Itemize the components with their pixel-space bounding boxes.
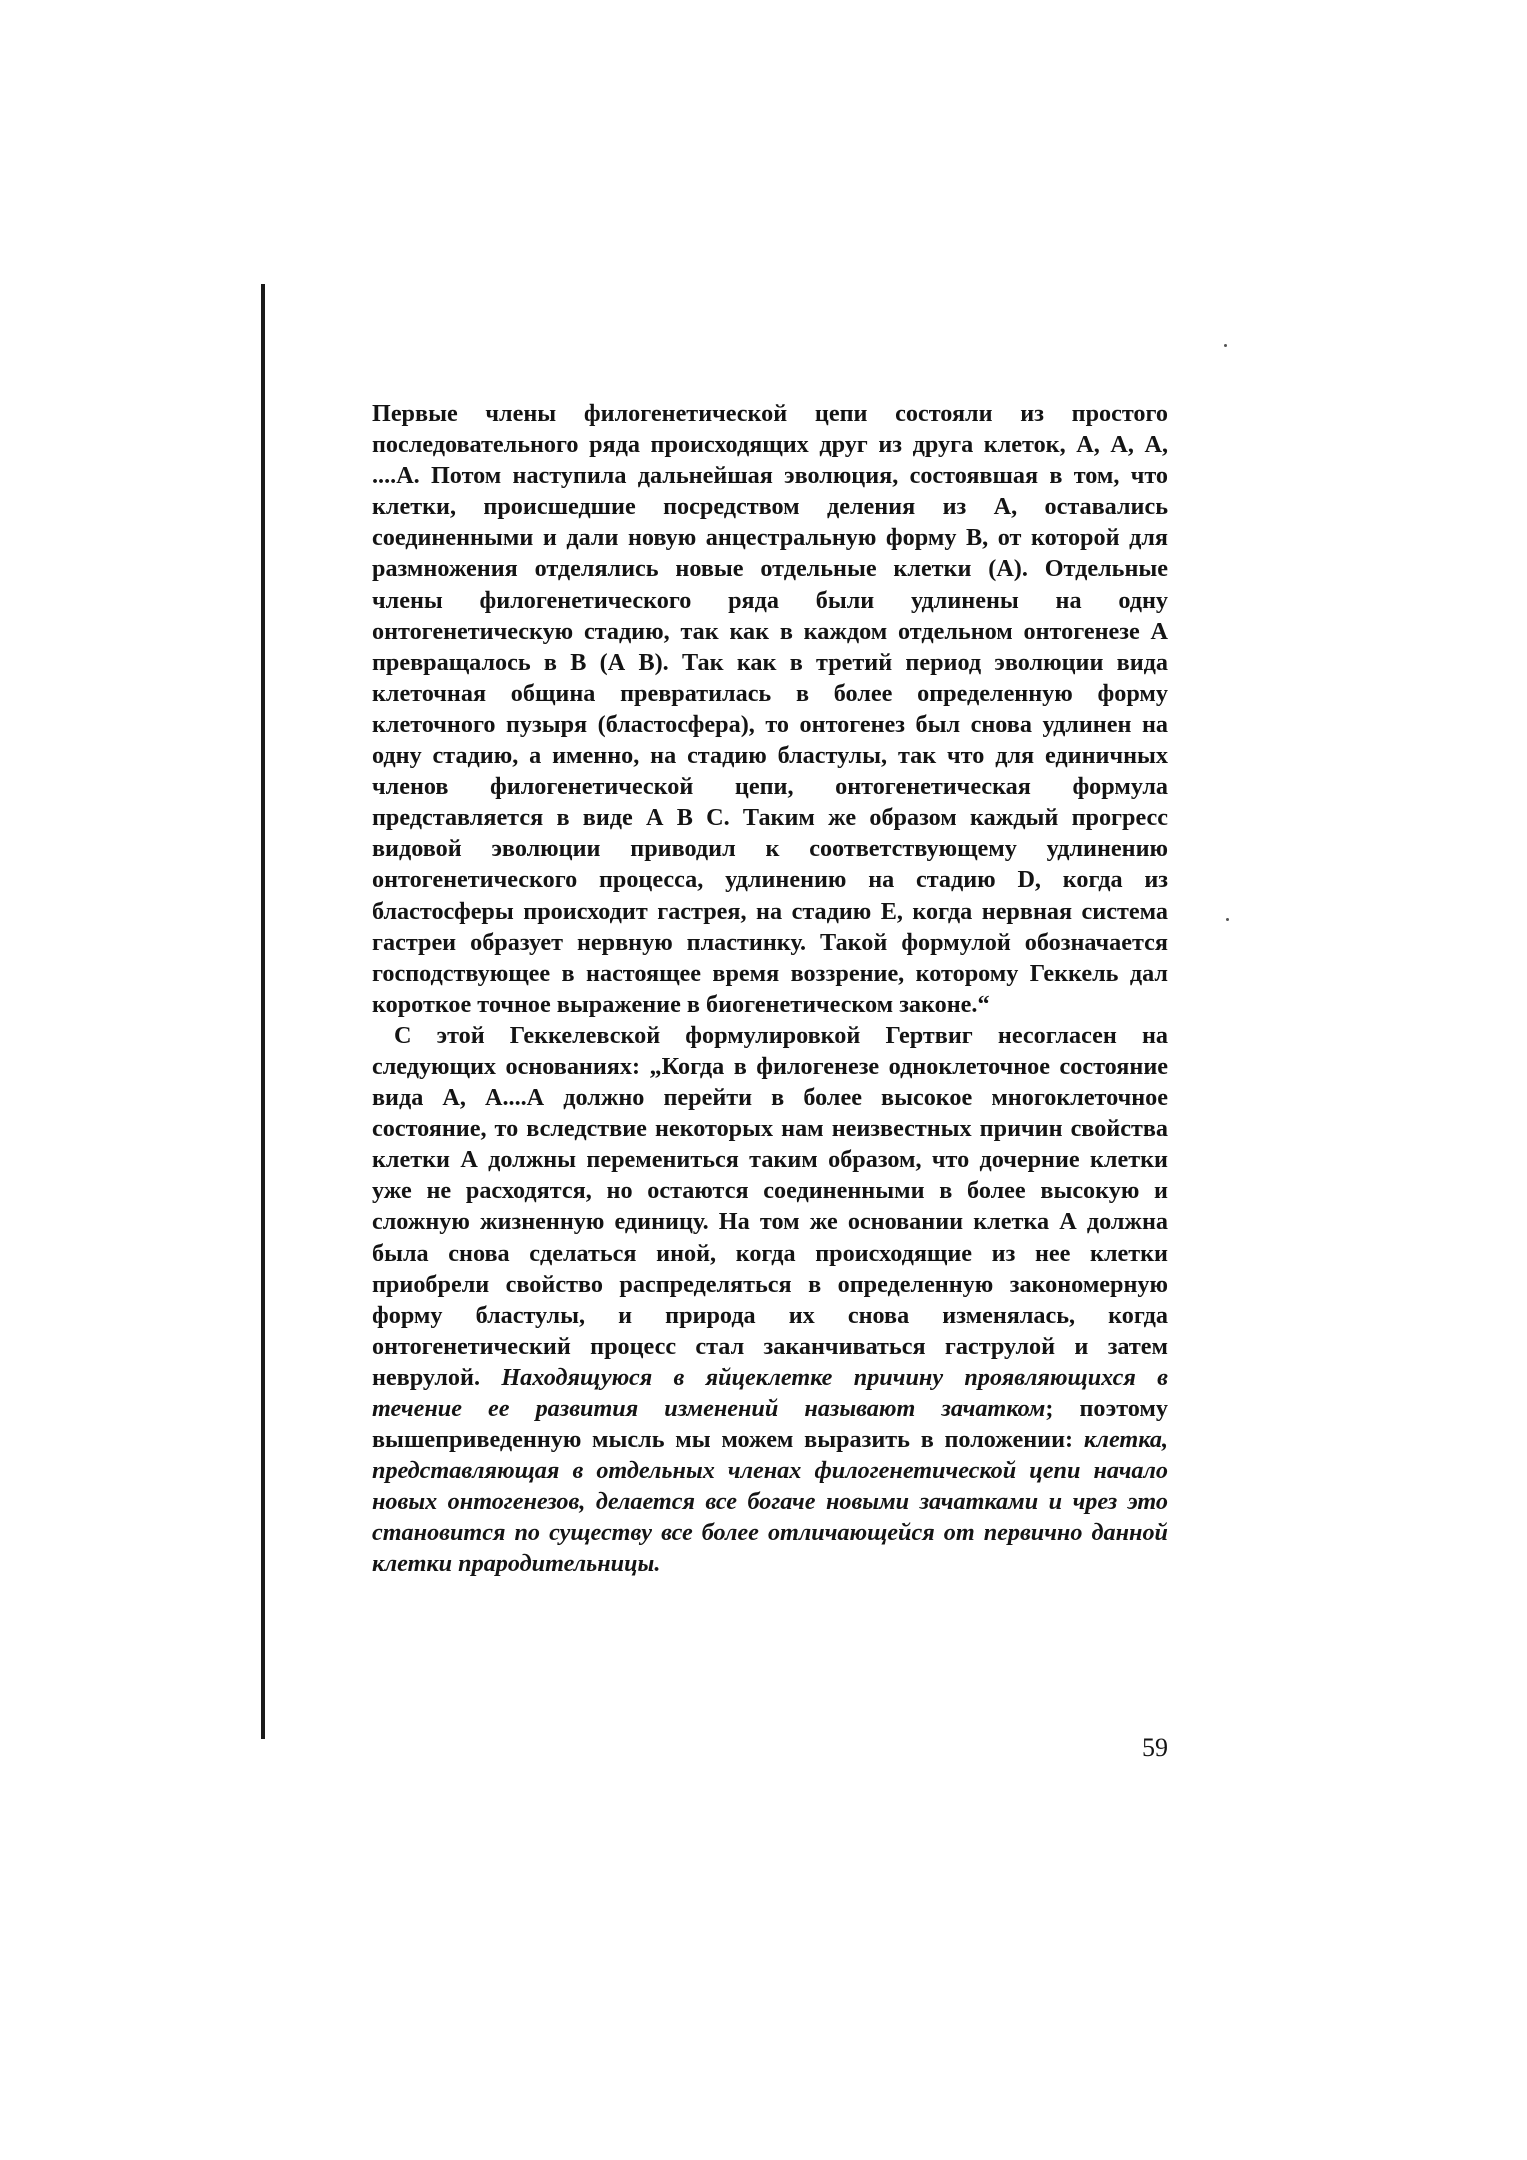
page-number: 59 [1142, 1733, 1168, 1762]
paragraph-2-italic-a: Находящуюся в яйцеклетке причину проявляющихся в течение ее развития изменений называют зачатком [372, 1363, 1168, 1422]
paragraph-2-text-b: ; поэтому вышеприведенную мысль мы можем выразить в положении: [372, 1395, 1168, 1454]
paragraph-1: Первые члены филогенетической цепи состояли из простого последовательного ряда происходящих друг из друга клеток, А, А, А, ....А. Потом наступила дальнейшая эволюция, состоявшая в том, что клетки, происшедшие посредством деления из А, оставались соединенными и дали новую анцестральную форму В, от которой для размножения отделялись новые отдельные клетки (А). Отдельные члены филогенетического ряда были удлинены на одну онтогенетическую стадию, так как в каждом отдельном онтогенезе А превращалось в В (А В). Так как в третий период эволюции вида клеточная община превратилась в более определенную форму клеточного пузыря (бластосфера), то онтогенез был снова удлинен на одну стадию, а именно, на стадию бластулы, так что для единичных членов филогенетической цепи, онтогенетическая формула представляется в виде А В С. Таким же образом каждый прогресс видовой эволюции приводил к соответствующему удлинению онтогенетического процесса, удлинению на стадию D, когда из бластосферы происходит гастрея, на стадию Е, когда нервная система гастреи образует нервную пластинку. Такой формулой обозначается господствующее в настоящее время воззрение, которому Геккель дал короткое точное выражение в биогенетическом законе.“ [372, 400, 1168, 1018]
body-text [372, 398, 1168, 1580]
paragraph-2 [372, 1020, 1168, 1580]
binding-edge-line [261, 284, 265, 1739]
scan-speck [1224, 344, 1227, 347]
paragraph-2-text-a: С этой Геккелевской формулировкой Гертвиг несогласен на следующих основаниях: „Когда в филогенезе одноклеточное состояние вида А, А....А должно перейти в более высокое многоклеточное состояние, то вследствие некоторых нам неизвестных причин свойства клетки А должны перемениться таким образом, что дочерние клетки уже не расходятся, но остаются соединенными в более высокую и сложную жизненную единицу. На том же основании клетка А должна была снова сделаться иной, когда происходящие из нее клетки приобрели свойство распределяться в определенную закономерную форму бластулы, и природа их снова изменялась, когда онтогенетический процесс стал заканчиваться гаструлой и затем неврулой. [372, 1021, 1168, 1391]
paragraph-2-italic-b: клетка, представляющая в отдельных членах филогенетической цепи начало новых онтогенезов, делается все богаче новыми зачатками и чрез это становится по существу все более отличающейся от первично данной клетки прародительницы. [372, 1426, 1168, 1578]
scan-speck [1226, 918, 1229, 921]
